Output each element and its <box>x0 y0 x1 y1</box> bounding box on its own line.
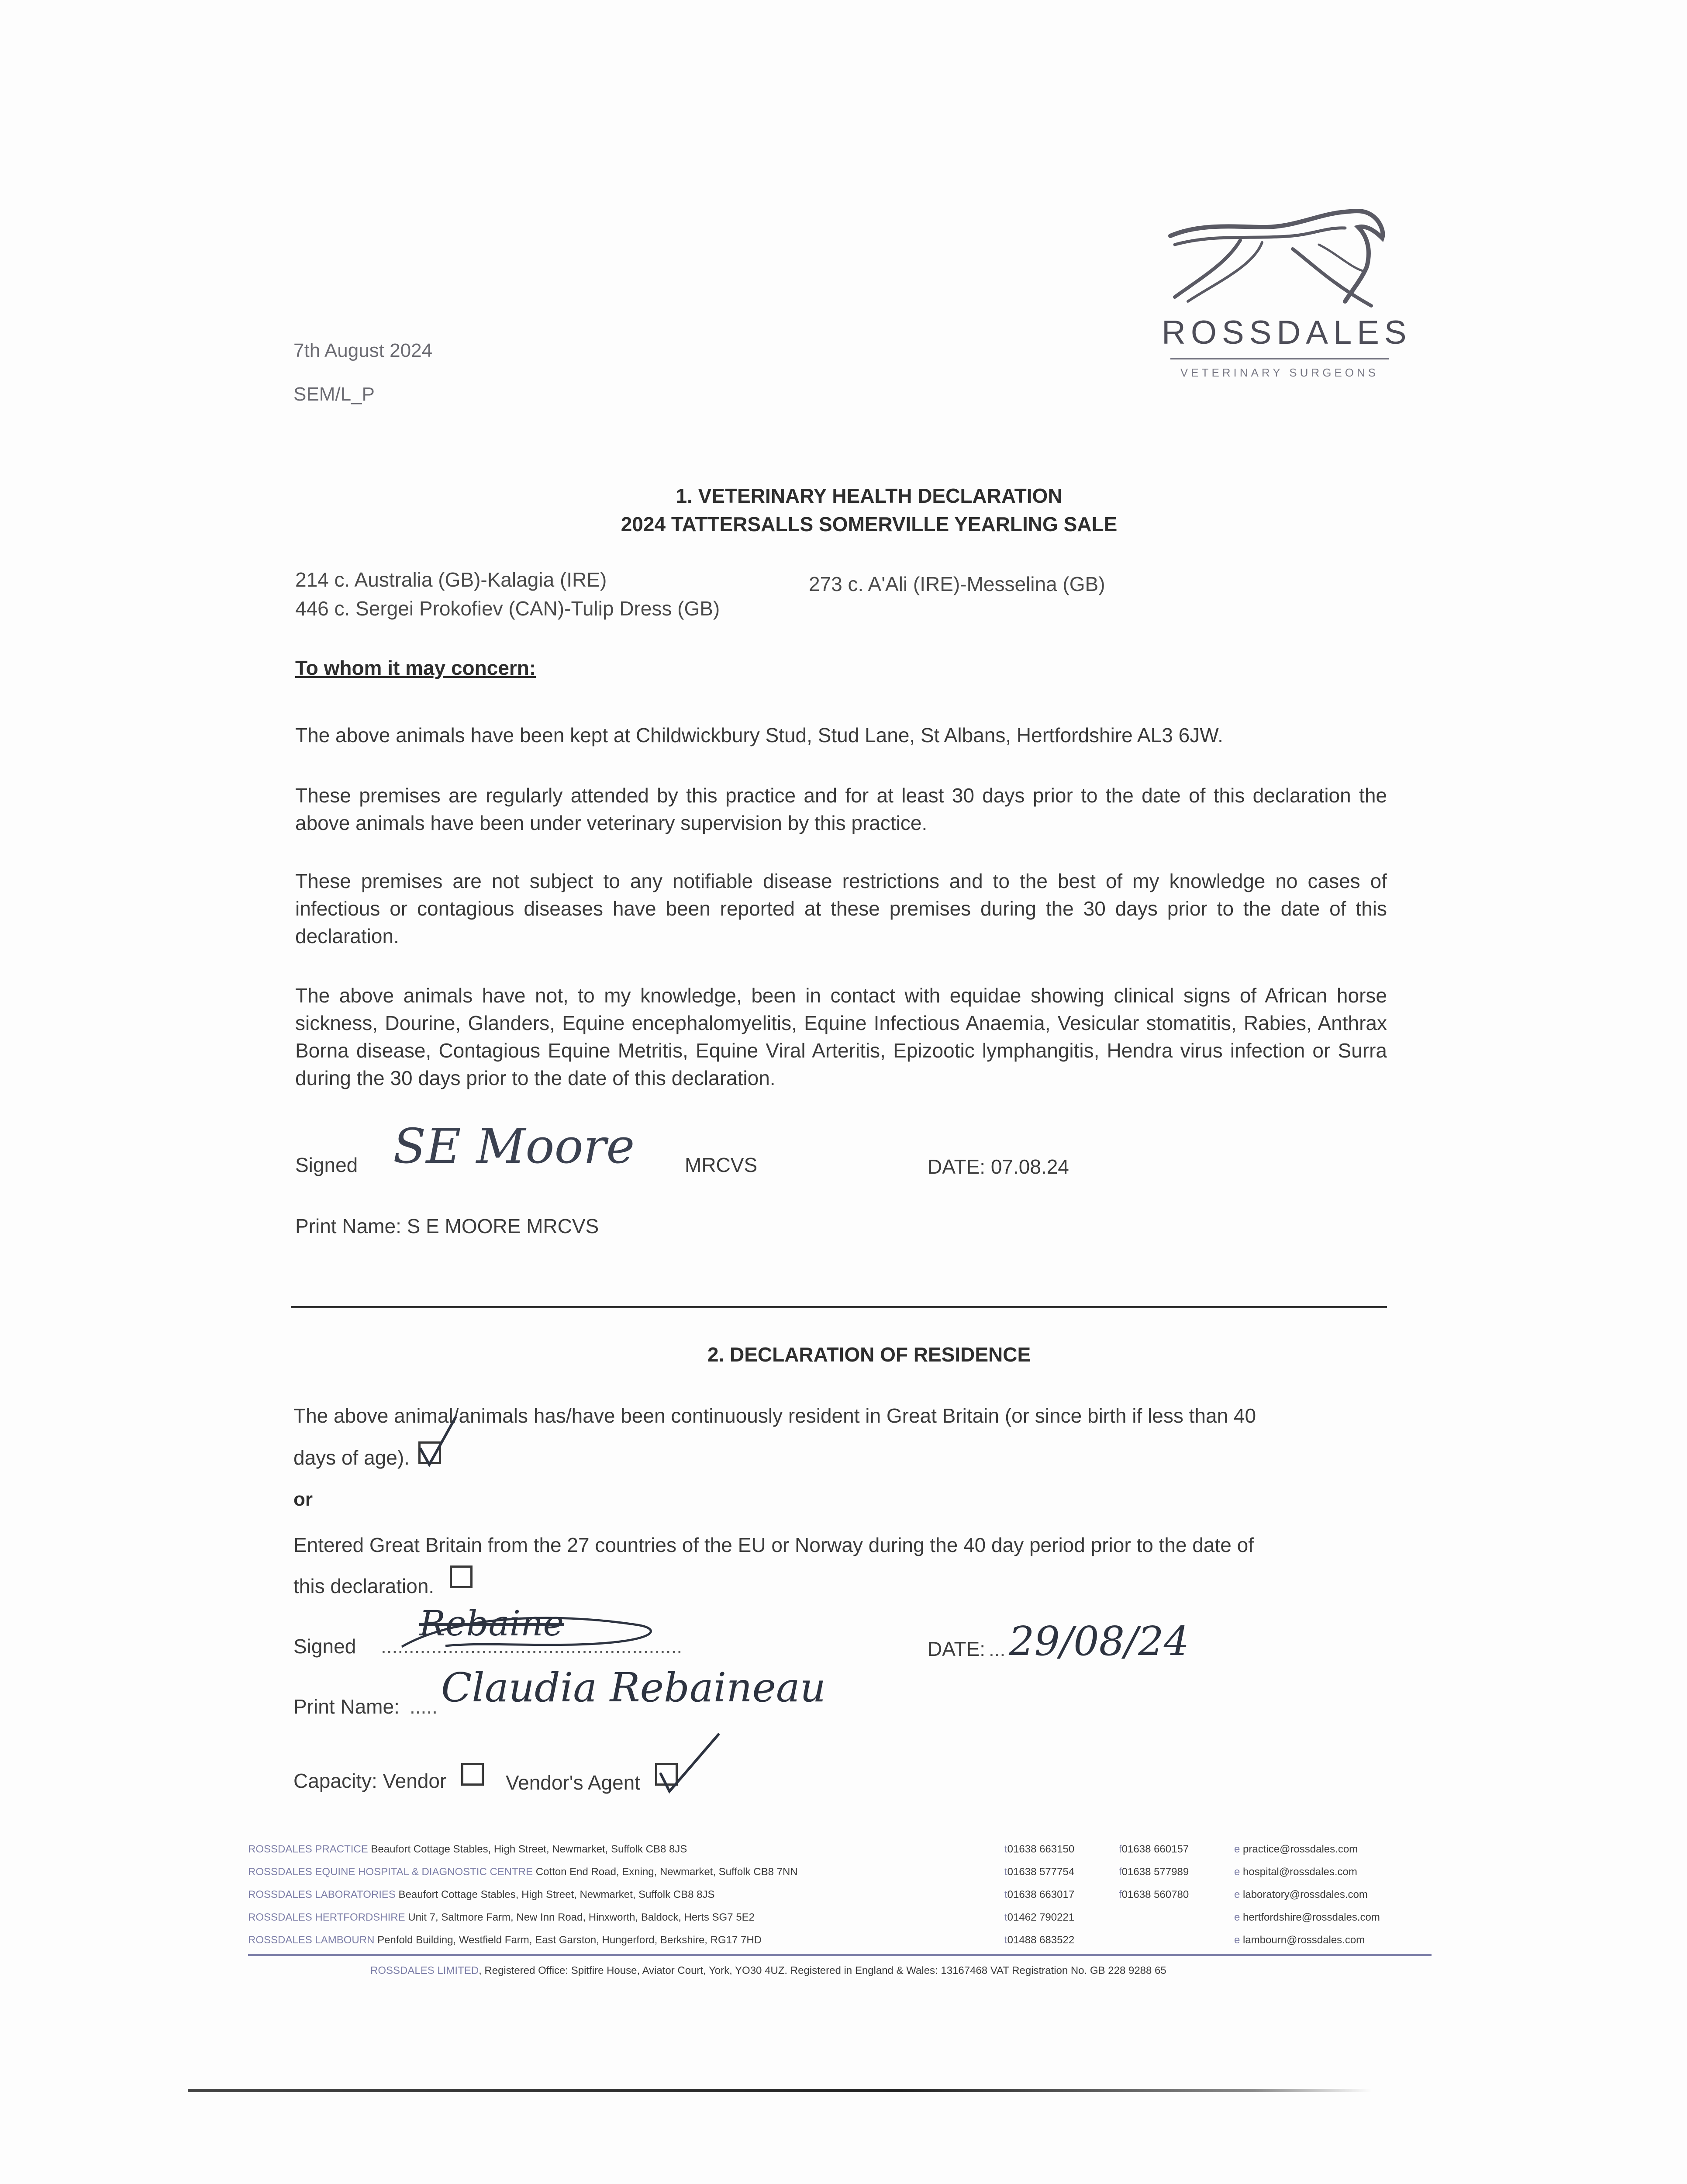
residence-option2-text: this declaration. <box>293 1575 435 1597</box>
paragraph: These premises are not subject to any notifiable disease restrictions and to the best of my knowledge no cases of infectious or contagious diseases have been reported at these premises during the 30 days prior to the date of this declaration. <box>295 870 1387 947</box>
footer-address: Beaufort Cottage Stables, High Street, Newmarket, Suffolk CB8 8JS <box>395 1889 715 1901</box>
footer-email[interactable]: e practice@rossdales.com <box>1234 1843 1358 1855</box>
residence-option2-text: Entered Great Britain from the 27 countries of the EU or Norway during the 40 day period prior to the date of <box>293 1534 1254 1556</box>
checkmark-icon <box>657 1735 718 1796</box>
footer-divider <box>248 1954 1432 1956</box>
residence-date: 29/08/24 <box>1009 1618 1190 1665</box>
footer-address-row <box>248 1861 798 1883</box>
footer-brand: ROSSDALES LABORATORIES <box>248 1889 396 1901</box>
lot-item: 446 c. Sergei Prokofiev (CAN)-Tulip Dress (GB) <box>295 597 720 620</box>
print-name-dots: ..... <box>410 1695 438 1718</box>
section1-subtitle: 2024 TATTERSALLS SOMERVILLE YEARLING SALE <box>621 513 1118 536</box>
footer-address: Penfold Building, Westfield Farm, East Garston, Hungerford, Berkshire, RG17 7HD <box>374 1934 762 1946</box>
footer-tel: t01462 790221 <box>1004 1911 1075 1923</box>
logo-name: ROSSDALES <box>1162 314 1412 351</box>
horse-logo-icon <box>1162 201 1397 314</box>
print-name-label: Print Name: <box>293 1695 400 1718</box>
residence-option1-text: The above animal/animals has/have been continuously resident in Great Britain (or since birth if less than 40 <box>293 1404 1256 1427</box>
footer-address: Cotton End Road, Exning, Newmarket, Suffolk CB8 7NN <box>533 1866 798 1878</box>
checkmark-icon <box>416 1417 469 1470</box>
rossdales-logo <box>1162 201 1412 393</box>
footer-address-row <box>248 1929 762 1952</box>
agent-label: Vendor's Agent <box>506 1771 641 1794</box>
entered-checkbox[interactable] <box>450 1565 473 1588</box>
footer-registered: ROSSDALES LIMITED, Registered Office: Spitfire House, Aviator Court, York, YO30 4UZ. Registered in England & Wales: 13167468 VAT Registration No. GB 228 9288 65 <box>370 1965 1166 1977</box>
agent-print-name: Claudia Rebaineau <box>441 1664 826 1711</box>
signed-label: Signed <box>295 1154 358 1176</box>
residence-option1-text: days of age). <box>293 1446 410 1469</box>
vendor-checkbox[interactable] <box>461 1763 484 1786</box>
footer-email[interactable]: e laboratory@rossdales.com <box>1234 1889 1368 1901</box>
footer-address-row <box>248 1838 687 1861</box>
vendor-agent-checkbox[interactable] <box>655 1763 678 1786</box>
section2-title: 2. DECLARATION OF RESIDENCE <box>707 1343 1031 1366</box>
vet-signature: SE Moore <box>393 1118 635 1174</box>
lot-item: 273 c. A'Ali (IRE)-Messelina (GB) <box>809 573 1105 595</box>
signed-label: Signed <box>293 1635 356 1658</box>
paragraph: These premises are regularly attended by this practice and for at least 30 days prior to the date of this declaration the above animals have been under veterinary supervision by this practice. <box>295 784 1387 834</box>
footer-brand: ROSSDALES LAMBOURN <box>248 1934 375 1946</box>
qualification: MRCVS <box>685 1154 758 1176</box>
logo-tagline: VETERINARY SURGEONS <box>1180 366 1379 379</box>
footer-fax: f01638 660157 <box>1119 1843 1189 1855</box>
footer-address: Unit 7, Saltmore Farm, New Inn Road, Hinxworth, Baldock, Herts SG7 5E2 <box>405 1911 755 1923</box>
footer-tel: t01488 683522 <box>1004 1934 1075 1946</box>
scan-edge-line <box>188 2089 1371 2092</box>
signature-scribble-icon <box>393 1607 673 1655</box>
signed-dots: ...................................................... <box>381 1635 683 1658</box>
footer-brand: ROSSDALES PRACTICE <box>248 1843 368 1855</box>
date-label: DATE: <box>928 1638 986 1660</box>
letter-date: 7th August 2024 <box>293 340 433 361</box>
footer-fax: f01638 577989 <box>1119 1866 1189 1878</box>
footer-address-row <box>248 1906 755 1929</box>
footer-email[interactable]: e hertfordshire@rossdales.com <box>1234 1911 1380 1923</box>
salutation: To whom it may concern: <box>295 657 536 679</box>
section-divider <box>291 1306 1387 1308</box>
lot-item: 214 c. Australia (GB)-Kalagia (IRE) <box>295 568 607 591</box>
agent-signature: Rebaine <box>419 1603 564 1644</box>
paragraph: The above animals have not, to my knowledge, been in contact with equidae showing clinical signs of African horse sickness, Dourine, Glanders, Equine encephalomyelitis, Equine Infectious Anaemia, Vesicular stomatitis, Rabies, Anthrax Borna disease, Contagious Equine Metritis, Equine Viral Arteritis, Epizootic lymphangitis, Hendra virus infection or Surra during the 30 days prior to the date of this declaration. <box>295 984 1387 1089</box>
footer-brand: ROSSDALES HERTFORDSHIRE <box>248 1911 405 1923</box>
footer-address: Beaufort Cottage Stables, High Street, Newmarket, Suffolk CB8 8JS <box>368 1843 687 1855</box>
logo-divider <box>1170 358 1389 359</box>
section1-title: 1. VETERINARY HEALTH DECLARATION <box>676 484 1063 507</box>
date-dots: ... <box>989 1638 1006 1660</box>
footer-tel: t01638 663017 <box>1004 1889 1075 1901</box>
footer-email[interactable]: e lambourn@rossdales.com <box>1234 1934 1365 1946</box>
letter-reference: SEM/L_P <box>293 384 375 405</box>
footer <box>248 1838 1436 1969</box>
paragraph: The above animals have been kept at Childwickbury Stud, Stud Lane, St Albans, Hertfordshire AL3 6JW. <box>295 724 1223 746</box>
footer-fax: f01638 560780 <box>1119 1889 1189 1901</box>
footer-brand: ROSSDALES EQUINE HOSPITAL & DIAGNOSTIC CENTRE <box>248 1866 533 1878</box>
footer-tel: t01638 663150 <box>1004 1843 1075 1855</box>
capacity-label: Capacity: Vendor <box>293 1769 447 1792</box>
footer-email[interactable]: e hospital@rossdales.com <box>1234 1866 1357 1878</box>
or-label: or <box>293 1489 313 1510</box>
resident-checkbox[interactable] <box>418 1441 441 1464</box>
footer-address-row <box>248 1883 714 1906</box>
declaration-date: DATE: 07.08.24 <box>928 1155 1069 1178</box>
print-name: Print Name: S E MOORE MRCVS <box>295 1215 599 1237</box>
footer-tel: t01638 577754 <box>1004 1866 1075 1878</box>
